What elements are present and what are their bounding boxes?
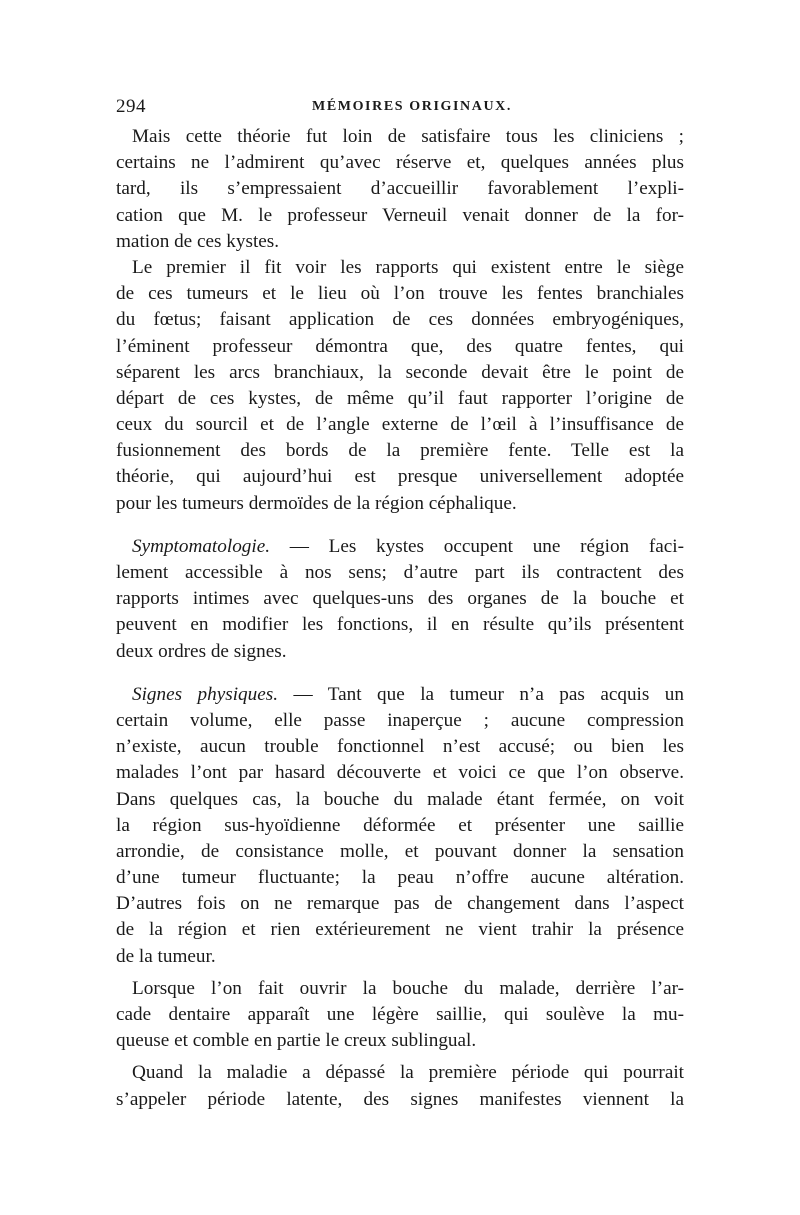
paragraph	[116, 1060, 684, 1112]
paragraph-gap	[116, 665, 684, 682]
text-line: de la région et rien extérieurement ne vient trahir la présence	[116, 919, 684, 941]
paragraph	[116, 682, 684, 970]
paragraph-gap	[116, 517, 684, 534]
text-line: D’autres fois on ne remarque pas de changement dans l’aspect	[116, 893, 684, 915]
text-line: théorie, qui aujourd’hui est presque universellement adoptée	[116, 466, 684, 488]
text-line: Mais cette théorie fut loin de satisfaire tous les cliniciens ;	[132, 126, 684, 147]
text-line: cation que M. le professeur Verneuil venait donner de la for-	[116, 204, 684, 226]
section-heading: Symptomatologie.	[132, 535, 271, 557]
text-line: l’éminent professeur démontra que, des quatre fentes, qui	[116, 335, 684, 357]
text-line: certains ne l’admirent qu’avec réserve et, quelques années plus	[116, 152, 684, 174]
text-line: d’une tumeur fluctuante; la peau n’offre aucune altération.	[116, 867, 684, 889]
text-line	[116, 534, 684, 560]
text-line: Lorsque l’on fait ouvrir la bouche du malade, derrière l’ar-	[132, 977, 684, 999]
text-line: mation de ces kystes.	[116, 230, 280, 252]
paragraph	[116, 534, 684, 665]
section-heading: Signes physiques.	[132, 683, 279, 705]
text-line: s’appeler période latente, des signes manifestes viennent la	[116, 1088, 684, 1110]
text-line: ceux du sourcil et de l’angle externe de l’œil à l’insuffisance de	[116, 414, 684, 436]
running-head: MÉMOIRES ORIGINAUX.	[312, 99, 512, 114]
paragraph	[116, 976, 684, 1055]
text-run: — Les kystes occupent une région faci-	[270, 535, 684, 557]
paragraph	[116, 255, 684, 517]
text-line: peuvent en modifier les fonctions, il en résulte qu’ils présentent	[116, 614, 684, 636]
text-line: départ de ces kystes, de même qu’il faut rapporter l’origine de	[116, 387, 684, 409]
page-number: 294	[116, 96, 146, 117]
text-line: n’existe, aucun trouble fonctionnel n’est accusé; ou bien les	[116, 736, 684, 758]
text-line	[116, 682, 684, 708]
text-line: arrondie, de consistance molle, et pouvant donner la sensation	[116, 840, 684, 862]
text-line: de la tumeur.	[116, 945, 216, 967]
book-page	[116, 96, 684, 1113]
page-header	[116, 96, 684, 124]
text-line: cade dentaire apparaît une légère saillie, qui soulève la mu-	[116, 1004, 684, 1025]
text-line: tard, ils s’empressaient d’accueillir favorablement l’expli-	[116, 178, 684, 200]
text-line: Quand la maladie a dépassé la première période qui pourrait	[132, 1062, 684, 1084]
text-line: deux ordres de signes.	[116, 640, 287, 662]
text-line: pour les tumeurs dermoïdes de la région céphalique.	[116, 492, 517, 514]
text-line: de ces tumeurs et le lieu où l’on trouve les fentes branchiales	[116, 283, 684, 305]
text-run: — Tant que la tumeur n’a pas acquis un	[278, 683, 684, 705]
text-line: Dans quelques cas, la bouche du malade étant fermée, on voit	[116, 788, 684, 810]
text-line: queuse et comble en partie le creux sublingual.	[116, 1030, 477, 1052]
text-line: certain volume, elle passe inaperçue ; aucune compression	[116, 709, 684, 731]
text-line: séparent les arcs branchiaux, la seconde devait être le point de	[116, 361, 684, 383]
text-line: lement accessible à nos sens; d’autre part ils contractent des	[116, 562, 684, 583]
paragraph	[116, 124, 684, 255]
text-line: Le premier il fit voir les rapports qui existent entre le siège	[132, 256, 684, 278]
text-line: la région sus-hyoïdienne déformée et présenter une saillie	[116, 814, 684, 836]
text-line: du fœtus; faisant application de ces données embryogéniques,	[116, 309, 684, 331]
text-line: fusionnement des bords de la première fente. Telle est la	[116, 440, 684, 462]
text-line: rapports intimes avec quelques-uns des organes de la bouche et	[116, 588, 684, 610]
text-line: malades l’ont par hasard découverte et voici ce que l’on observe.	[116, 762, 684, 784]
